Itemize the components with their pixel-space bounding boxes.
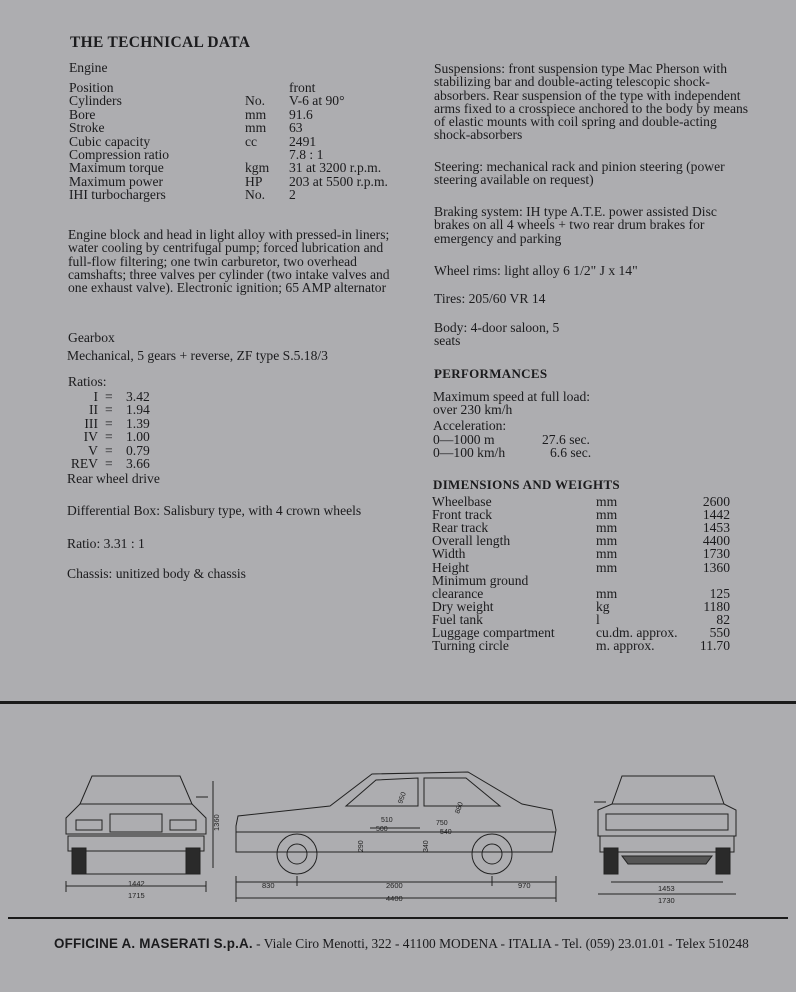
dim-interior-8: 340 [423,840,430,852]
dim-front-track: 1442 [128,879,145,888]
performances-heading: PERFORMANCES [434,366,548,381]
equals-sign: = [105,415,113,431]
engine-row-unit: cc [245,133,258,149]
lower-divider [8,917,788,919]
dimension-unit: mm [596,507,618,523]
dim-rear-width: 1730 [658,896,675,905]
dimension-row [0,561,796,575]
body-type: Body: 4-door saloon, 5 seats [434,320,560,349]
dimension-row [0,587,796,601]
dimension-row [0,600,796,614]
dimension-value: 11.70 [699,638,730,654]
equals-sign: = [105,442,113,458]
dim-interior-2: 510 [381,817,393,824]
dimension-unit: mm [596,559,618,575]
dim-height: 1360 [212,814,221,831]
ratio-value: 3.66 [126,456,150,471]
engine-row-label: Cubic capacity [69,133,151,149]
performance-value: 6.6 sec. [550,445,592,461]
ratio-row [0,417,200,431]
dimension-value: 1360 [702,559,730,575]
dimension-row [0,495,796,509]
dimension-value: 1730 [702,546,730,562]
dimension-unit: mm [596,585,618,601]
dimension-label: clearance [432,585,484,601]
dimension-label: Turning circle [432,638,509,654]
dimension-value: 82 [716,611,730,627]
drive-type: Rear wheel drive [67,471,160,486]
performance-row [0,442,700,461]
ratio-gear: REV [70,456,98,471]
engine-row-value: 203 at 5500 r.p.m. [289,173,388,189]
ratio-value: 0.79 [126,442,150,458]
dimension-value: 1453 [702,520,730,536]
engine-heading: Engine [69,60,108,75]
engine-row-label: Maximum torque [69,160,164,176]
dimension-value: 4400 [702,533,730,549]
max-speed-label: Maximum speed at full load: [433,389,591,404]
engine-row-label: IHI turbochargers [69,187,166,203]
dimension-unit: mm [596,494,618,509]
dimension-unit: l [596,611,600,627]
ratio-row [0,390,200,404]
ratio-gear: I [93,389,98,404]
differential: Differential Box: Salisbury type, with 4 crown wheels [67,503,362,518]
equals-sign: = [105,402,113,418]
dimension-label: Luggage compartment [432,625,555,640]
dim-rear-overhang: 970 [518,881,531,890]
wheel-rims: Wheel rims: light alloy 6 1/2" J x 14" [434,263,638,278]
company-name: OFFICINE A. MASERATI S.p.A. [54,936,253,951]
footer [54,936,749,952]
engine-row-value: 7.8 : 1 [289,147,324,162]
engine-row [0,94,420,108]
dimension-row [0,521,796,535]
performance-row [0,433,700,447]
dimension-unit: cu.dm. approx. [596,625,678,640]
dim-wheelbase: 2600 [386,881,403,890]
gearbox-heading: Gearbox [68,330,115,345]
engine-row-unit: mm [245,106,267,122]
chassis: Chassis: unitized body & chassis [67,566,246,581]
dimension-unit: mm [596,546,618,562]
company-address: - Viale Ciro Menotti, 322 - 41100 MODENA - ITALIA - Tel. (059) 23.01.01 - Telex 510248 [252,936,749,951]
dimension-row [0,626,796,640]
engine-row-label: Stroke [69,120,105,136]
engine-row-value: 91.6 [289,106,313,122]
engine-row-unit: kgm [245,160,270,176]
engine-row-unit: mm [245,120,267,136]
engine-row [0,175,420,189]
dimension-row [0,508,796,522]
ratio-gear: V [88,442,98,458]
engine-row-value: front [289,80,316,95]
dimension-label: Height [432,559,469,575]
engine-row-label: Maximum power [69,173,164,189]
dimension-label: Front track [432,507,493,523]
engine-row-value: V-6 at 90° [289,93,345,109]
dimension-label: Overall length [432,533,511,549]
dimension-label: Width [432,546,466,562]
dimension-value: 550 [709,625,730,640]
engine-row-unit: HP [245,173,263,189]
suspensions: Suspensions: front suspension type Mac Pherson with stabilizing bar and double-acting telescopic shock-absorbers. Rear suspension of the type with independent arms fixed to a crosspiece anchored to the body by means of elastic mounts with coil spring and double-acting shock-absorbers [434,61,749,143]
rear-view-drawing [594,776,736,894]
page-title: THE TECHNICAL DATA [70,34,251,51]
dim-interior-1: 950 [397,791,408,805]
dimension-value: 2600 [702,494,730,509]
technical-drawings [0,706,796,914]
dim-front-width: 1715 [128,891,145,900]
engine-row-label: Cylinders [69,93,122,109]
dim-interior-4: 880 [454,801,465,815]
engine-row-unit: No. [245,187,266,203]
dim-interior-3: 500 [376,826,388,833]
dim-rear-track: 1453 [658,884,675,893]
ratio-value: 1.39 [126,415,150,431]
engine-row-value: 63 [289,120,303,136]
dim-length: 4400 [386,894,403,903]
gearbox-type: Mechanical, 5 gears + reverse, ZF type S.5.18/3 [67,348,328,363]
differential-ratio: Ratio: 3.31 : 1 [67,536,145,551]
dim-front-overhang: 830 [262,881,275,890]
dim-interior-6: 540 [440,829,452,836]
engine-row [0,108,420,122]
upper-divider [0,701,796,704]
engine-row-label: Compression ratio [69,147,170,162]
dimension-row [0,547,796,561]
ratio-gear: III [84,415,98,431]
dimension-row [0,533,796,551]
performance-label: 0—100 km/h [433,445,506,461]
engine-row [0,135,420,149]
dimension-row [0,639,796,653]
dimension-unit: mm [596,520,618,536]
equals-sign: = [105,429,113,445]
dim-interior-5: 750 [436,820,448,827]
equals-sign: = [105,389,113,404]
dimension-row [0,574,796,588]
dim-interior-7: 290 [358,840,365,852]
equals-sign: = [105,456,113,471]
dimension-label: Wheelbase [432,494,492,509]
dimension-value: 1180 [703,598,730,614]
ratios-label: Ratios: [68,374,107,389]
ratio-value: 3.42 [126,389,150,404]
dimension-label: Rear track [432,520,489,536]
max-speed-value: over 230 km/h [433,402,513,417]
engine-row-value: 2 [289,187,296,203]
ratio-gear: II [88,402,98,418]
engine-row-value: 31 at 3200 r.p.m. [289,160,382,176]
engine-row-label: Position [69,80,114,95]
ratio-gear: IV [83,429,98,445]
dimensions-heading: DIMENSIONS AND WEIGHTS [433,477,620,492]
ratio-value: 1.94 [126,402,150,418]
engine-description: Engine block and head in light alloy with pressed-in liners; water cooling by centrifugal pump; forced lubrication and full-flow filtering; one twin carburetor, two overhead camshafts; three valves per cylinder (two intake valves and one exhaust valve). Electronic ignition; 65 AMP alternator [68,227,390,296]
engine-row [0,81,420,95]
tires: Tires: 205/60 VR 14 [434,291,546,306]
dimension-unit: kg [596,598,610,614]
engine-row [0,188,420,202]
dimension-unit: mm [596,533,618,549]
dimension-label: Minimum ground [432,572,529,588]
dimension-value: 1442 [702,507,730,523]
performance-label: 0—1000 m [433,432,495,447]
dimension-label: Fuel tank [432,611,483,627]
acceleration-label: Acceleration: [433,418,507,433]
steering: Steering: mechanical rack and pinion steering (power steering available on request) [434,159,725,188]
engine-row-value: 2491 [289,133,317,149]
ratio-row [0,403,200,417]
ratio-value: 1.00 [126,429,150,445]
engine-row [0,121,420,135]
dimension-unit: m. approx. [596,638,655,654]
front-view-drawing [66,776,213,892]
engine-row-unit: No. [245,93,266,109]
dimension-value: 125 [709,585,730,601]
braking: Braking system: IH type A.T.E. power assisted Disc brakes on all 4 wheels + two rear drum brakes for emergency and parking [434,204,717,246]
performance-value: 27.6 sec. [542,432,590,447]
dimension-label: Dry weight [432,598,494,614]
engine-row-label: Bore [69,106,96,122]
